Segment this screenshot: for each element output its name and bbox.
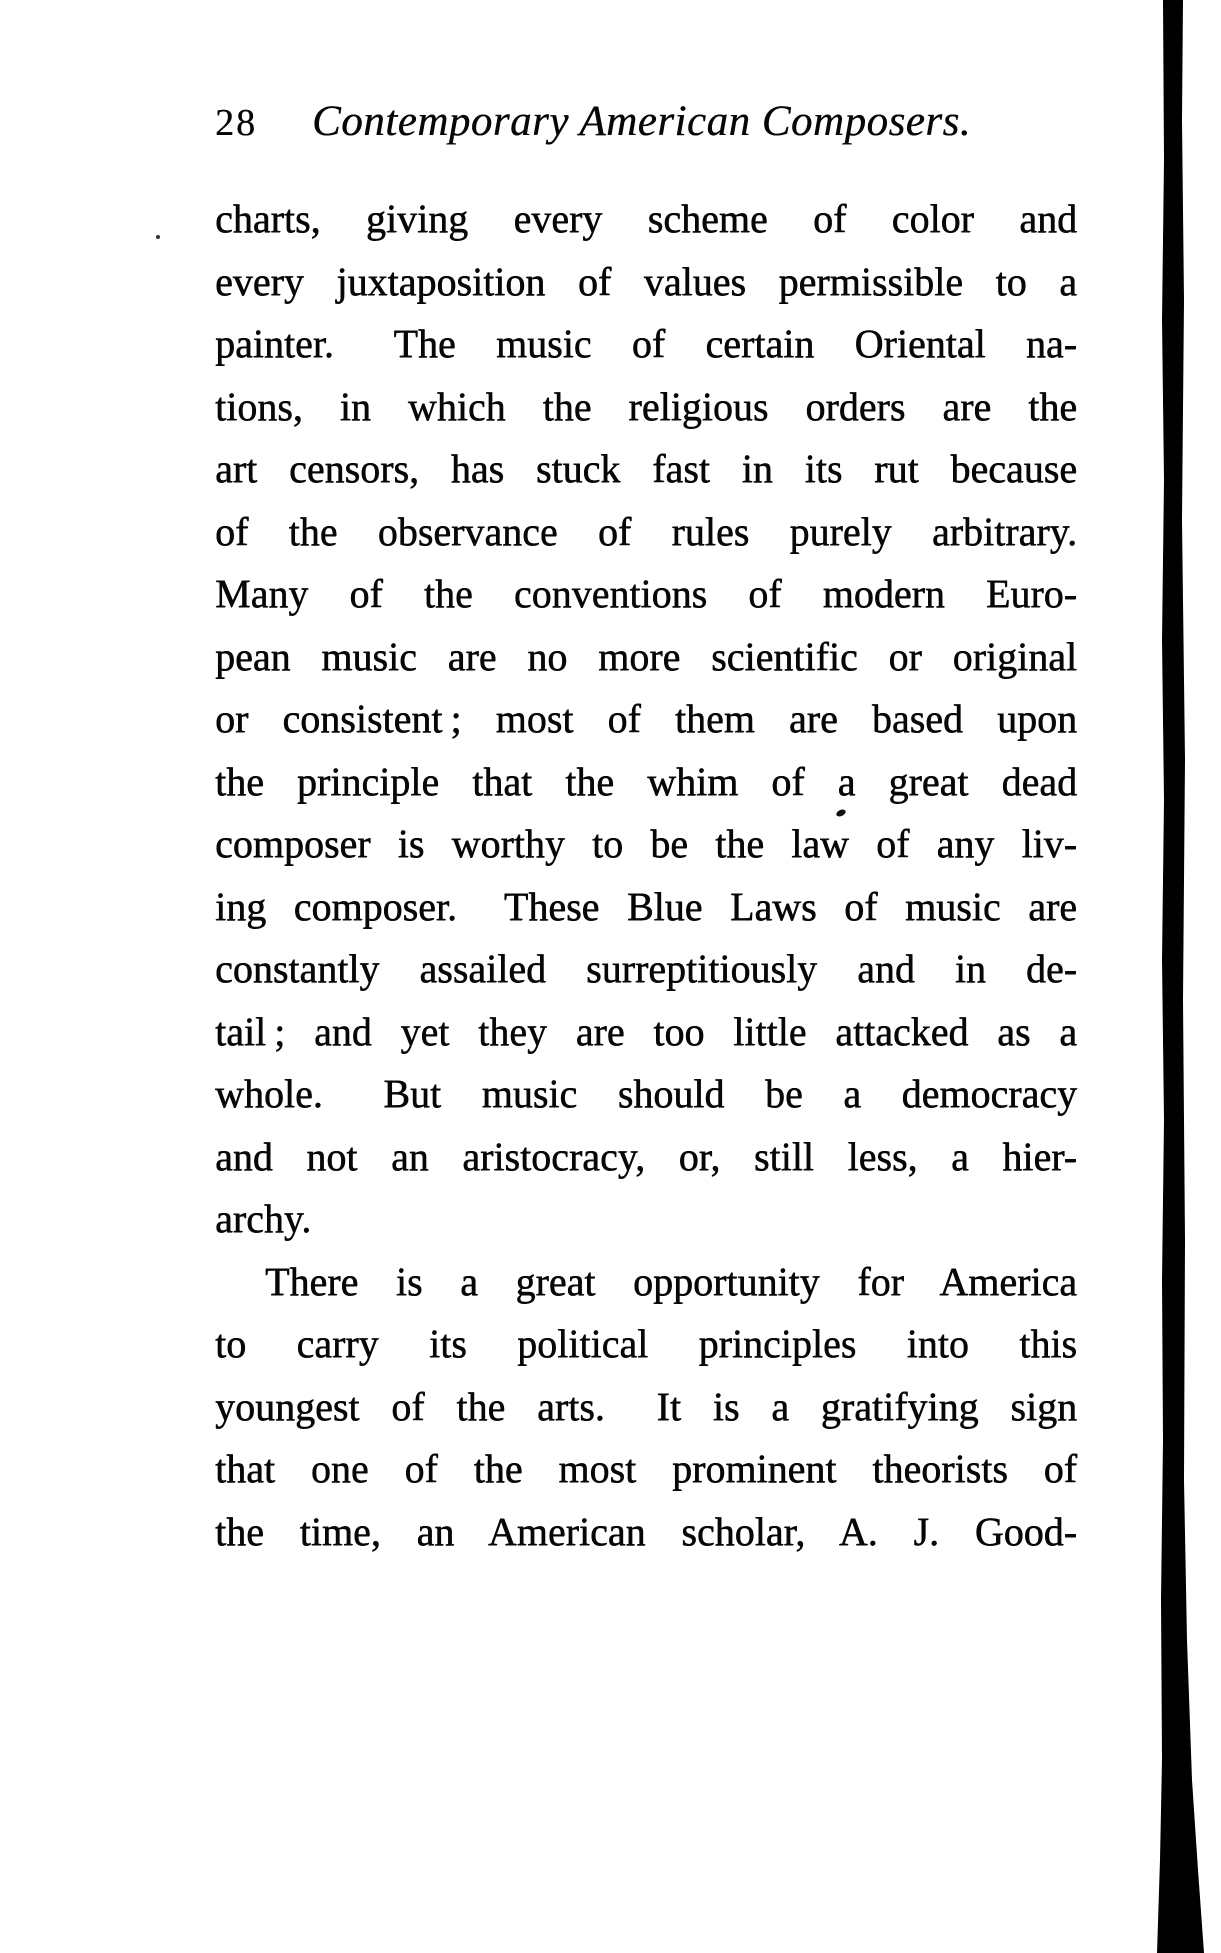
page-number: 28 [215,102,257,144]
text-line: pean music are no more scientific or original [215,633,1077,679]
text-line: youngest of the arts. It is a gratifying sign [215,1383,1077,1429]
text-line: and not an aristocracy, or, still less, a hier- [215,1133,1077,1179]
text-line: of the observance of rules purely arbitrary. [215,508,1077,554]
text-block [215,188,1077,1563]
scan-speck [156,235,160,239]
text-line: the time, an American scholar, A. J. Good- [215,1508,1077,1554]
text-line: Many of the conventions of modern Euro- [215,571,1077,616]
running-header [215,90,1077,154]
text-line: ing composer. These Blue Laws of music are [215,883,1077,929]
text-line: or consistent ; most of them are based upon [215,696,1077,741]
text-line: to carry its political principles into this [215,1321,1077,1366]
running-title: Contemporary American Composers. [312,98,971,145]
text-line: the principle that the whim of a great dead [215,758,1077,804]
binding-shadow-band [1140,0,1221,1953]
text-line: charts, giving every scheme of color and [215,196,1077,241]
text-line: constantly assailed surreptitiously and in de- [215,946,1077,991]
text-line: archy. [215,1196,312,1241]
text-line: that one of the most prominent theorists of [215,1446,1077,1491]
text-line: There is a great opportunity for America [265,1258,1077,1304]
text-line: tions, in which the religious orders are the [215,383,1077,429]
text-line: composer is worthy to be the law of any liv- [215,821,1077,866]
text-line: whole. But music should be a democracy [215,1071,1077,1116]
text-line: tail ; and yet they are too little attacked as a [215,1008,1077,1054]
text-line: every juxtaposition of values permissible to a [215,258,1077,304]
text-line: painter. The music of certain Oriental na- [215,321,1077,366]
text-line: art censors, has stuck fast in its rut because [215,446,1077,491]
